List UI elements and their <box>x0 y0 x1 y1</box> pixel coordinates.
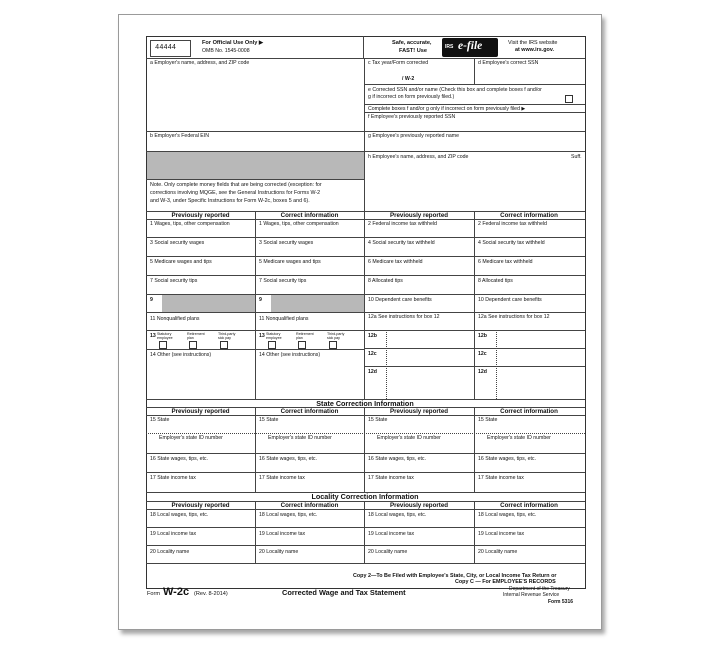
statutory-employee-label: Statutory employee <box>157 332 173 340</box>
third-party-sick-pay-checkbox[interactable] <box>220 341 228 349</box>
column-previously-reported: Previously reported <box>389 408 449 415</box>
rule <box>474 501 475 563</box>
box-1-label: 1 Wages, tips, other compensation <box>150 221 230 227</box>
box-d-label: d Employee's correct SSN <box>478 60 539 66</box>
rule <box>146 275 585 276</box>
box-18-label: 18 Local wages, tips, etc. <box>368 512 427 518</box>
box-9-shaded <box>271 295 364 312</box>
rule <box>474 58 475 84</box>
rule <box>146 472 585 473</box>
irs-efile-logo <box>442 38 498 57</box>
third-party-sick-pay-label: Third-party sick pay <box>327 332 345 340</box>
third-party-sick-pay-label: Third-party sick pay <box>218 332 236 340</box>
box-19-label: 19 Local income tax <box>368 531 415 537</box>
state-id-label: Employer's state ID number <box>487 435 551 441</box>
box-5-label: 5 Medicare wages and tips <box>150 259 212 265</box>
box-6-label: 6 Medicare tax withheld <box>478 259 533 265</box>
rule <box>255 211 256 399</box>
third-party-sick-pay-checkbox[interactable] <box>329 341 337 349</box>
box-12b-label: 12b <box>478 333 487 339</box>
box-4-label: 4 Social security tax withheld <box>478 240 545 246</box>
box-16-label: 16 State wages, tips, etc. <box>368 456 426 462</box>
box-1-label: 1 Wages, tips, other compensation <box>259 221 339 227</box>
visit-irs-text: Visit the IRS website <box>508 40 558 46</box>
box-16-label: 16 State wages, tips, etc. <box>259 456 317 462</box>
note-line-1: Note. Only complete money fields that are being corrected (exception: for <box>150 182 322 188</box>
state-id-label: Employer's state ID number <box>159 435 223 441</box>
box-18-label: 18 Local wages, tips, etc. <box>259 512 318 518</box>
box-19-label: 19 Local income tax <box>478 531 525 537</box>
box-11-label: 11 Nonqualified plans <box>150 316 200 322</box>
box-17-label: 17 State income tax <box>259 475 305 481</box>
box-h-label: h Employee's name, address, and ZIP code <box>368 154 469 160</box>
shaded-area <box>147 152 364 179</box>
box-a-label: a Employer's name, address, and ZIP code <box>150 60 250 66</box>
header-divider <box>363 36 364 58</box>
rule <box>364 407 365 492</box>
box-12c-label: 12c <box>478 351 487 357</box>
rule <box>146 330 585 331</box>
box-f-label: f Employee's previously reported SSN <box>368 114 456 120</box>
box-16-label: 16 State wages, tips, etc. <box>478 456 536 462</box>
column-correct-information: Correct information <box>280 408 339 415</box>
box-18-label: 18 Local wages, tips, etc. <box>150 512 209 518</box>
rule <box>146 219 585 220</box>
box-15-label: 15 State <box>368 417 388 423</box>
rule <box>146 415 585 416</box>
rule <box>255 501 256 563</box>
rule <box>364 211 365 399</box>
rule <box>146 237 585 238</box>
box-c-label: c Tax year/Form corrected <box>368 60 429 66</box>
box-8-label: 8 Allocated tips <box>478 278 513 284</box>
box-18-label: 18 Local wages, tips, etc. <box>478 512 537 518</box>
box-9-label: 9 <box>150 297 153 303</box>
column-previously-reported: Previously reported <box>171 212 230 219</box>
rule <box>364 112 585 113</box>
column-correct-information: Correct information <box>500 502 558 509</box>
rule <box>146 545 585 546</box>
box-20-label: 20 Locality name <box>150 549 190 555</box>
box-e-label-2: g if incorrect on form previously filed.) <box>368 94 455 100</box>
box-11-label: 11 Nonqualified plans <box>259 316 309 322</box>
box-13-label: 13 <box>259 333 265 339</box>
rule <box>364 104 585 105</box>
rule <box>146 433 585 434</box>
complete-boxes-note: Complete boxes f and/or g only if incorrect on form previously filed ▶ <box>368 106 526 112</box>
column-correct-information: Correct information <box>500 408 558 415</box>
box-10-label: 10 Dependent care benefits <box>478 297 542 303</box>
retirement-plan-checkbox[interactable] <box>298 341 306 349</box>
rule <box>146 131 585 132</box>
rule <box>364 84 585 85</box>
note-line-3: and W-3, under Specific Instructions for Form W-2c, boxes 5 and 6). <box>150 198 310 204</box>
rule <box>146 179 364 180</box>
corrected-ssn-checkbox[interactable] <box>565 95 573 103</box>
box-2-label: 2 Federal income tax withheld <box>478 221 547 227</box>
form-title: Corrected Wage and Tax Statement <box>282 588 406 597</box>
state-id-label: Employer's state ID number <box>268 435 332 441</box>
box-19-label: 19 Local income tax <box>259 531 306 537</box>
column-correct-information: Correct information <box>280 502 339 509</box>
box-9-label: 9 <box>259 297 262 303</box>
box-19-label: 19 Local income tax <box>150 531 197 537</box>
column-correct-information: Correct information <box>280 212 339 219</box>
rule <box>364 58 365 211</box>
rule <box>364 348 585 349</box>
form-revision: (Rev. 8-2014) <box>194 591 228 597</box>
rule <box>364 501 365 563</box>
rule <box>146 58 585 59</box>
box-15-label: 15 State <box>150 417 170 423</box>
box-17-label: 17 State income tax <box>478 475 524 481</box>
note-line-2: corrections involving MQGE, see the General Instructions for Forms W-2 <box>150 190 321 196</box>
box-13-label: 13 <box>150 333 156 339</box>
statutory-employee-checkbox[interactable] <box>159 341 167 349</box>
form-word: Form <box>147 591 161 597</box>
copy-2-text: Copy 2—To Be Filed with Employee's State, City, or Local Income Tax Return or <box>353 573 557 579</box>
box-h-suffix: Suff. <box>571 154 582 160</box>
box-b-label: b Employer's Federal EIN <box>150 133 209 139</box>
irs-logo-text: IRS <box>445 44 454 50</box>
box-15-label: 15 State <box>259 417 279 423</box>
irs-text: Internal Revenue Service <box>503 592 560 598</box>
box-3-label: 3 Social security wages <box>259 240 314 246</box>
state-section-title: State Correction Information <box>316 399 414 408</box>
official-use-label: For Official Use Only ▶ <box>202 40 264 46</box>
control-number: 44444 <box>155 44 177 52</box>
column-correct-information: Correct information <box>500 212 558 219</box>
box-20-label: 20 Locality name <box>259 549 299 555</box>
department-text: Department of the Treasury <box>509 586 570 592</box>
rule <box>146 312 585 313</box>
column-previously-reported: Previously reported <box>171 502 230 509</box>
rule <box>364 366 585 367</box>
box-12b-label: 12b <box>368 333 377 339</box>
column-previously-reported: Previously reported <box>171 408 230 415</box>
efile-logo-text: e-file <box>458 40 483 52</box>
safe-accurate-text: Safe, accurate, <box>392 40 432 46</box>
column-previously-reported: Previously reported <box>389 212 449 219</box>
box-5-label: 5 Medicare wages and tips <box>259 259 321 265</box>
box-16-label: 16 State wages, tips, etc. <box>150 456 208 462</box>
form-name: W-2c <box>163 586 190 598</box>
code-divider <box>496 330 497 399</box>
box-20-label: 20 Locality name <box>368 549 408 555</box>
rule <box>146 509 585 510</box>
rule <box>146 453 585 454</box>
fast-use-text: FAST! Use <box>399 48 427 54</box>
form-number: Form 5316 <box>548 599 574 605</box>
box-12c-label: 12c <box>368 351 377 357</box>
rule <box>255 407 256 492</box>
locality-section-title: Locality Correction Information <box>311 492 419 501</box>
retirement-plan-label: Retirement plan <box>296 332 314 340</box>
retirement-plan-checkbox[interactable] <box>189 341 197 349</box>
w2c-form-page <box>118 14 602 630</box>
box-20-label: 20 Locality name <box>478 549 518 555</box>
box-3-label: 3 Social security wages <box>150 240 205 246</box>
box-14-label: 14 Other (see instructions) <box>150 352 212 358</box>
irs-website-text: at www.irs.gov. <box>515 47 554 53</box>
code-divider <box>386 330 387 399</box>
box-15-label: 15 State <box>478 417 498 423</box>
box-12a-label: 12a See instructions for box 12 <box>368 314 440 320</box>
statutory-employee-checkbox[interactable] <box>268 341 276 349</box>
box-7-label: 7 Social security tips <box>259 278 307 284</box>
box-e-label-1: e Corrected SSN and/or name (Check this box and complete boxes f and/or <box>368 87 542 93</box>
rule <box>474 211 475 399</box>
box-c-form: / W-2 <box>402 76 415 82</box>
box-12a-label: 12a See instructions for box 12 <box>478 314 550 320</box>
box-7-label: 7 Social security tips <box>150 278 198 284</box>
box-14-label: 14 Other (see instructions) <box>259 352 321 358</box>
box-12d-label: 12d <box>478 369 487 375</box>
box-2-label: 2 Federal income tax withheld <box>368 221 437 227</box>
box-6-label: 6 Medicare tax withheld <box>368 259 423 265</box>
box-9-shaded <box>162 295 255 312</box>
omb-number: OMB No. 1545-0008 <box>202 48 250 54</box>
rule <box>146 256 585 257</box>
state-id-label: Employer's state ID number <box>377 435 441 441</box>
box-8-label: 8 Allocated tips <box>368 278 403 284</box>
copy-c-text: Copy C — For EMPLOYEE'S RECORDS <box>455 579 556 585</box>
box-10-label: 10 Dependent care benefits <box>368 297 432 303</box>
box-4-label: 4 Social security tax withheld <box>368 240 435 246</box>
retirement-plan-label: Retirement plan <box>187 332 205 340</box>
column-previously-reported: Previously reported <box>389 502 449 509</box>
statutory-employee-label: Statutory employee <box>266 332 282 340</box>
rule <box>146 563 585 564</box>
rule <box>146 349 364 350</box>
box-17-label: 17 State income tax <box>368 475 414 481</box>
box-12d-label: 12d <box>368 369 377 375</box>
rule <box>474 407 475 492</box>
box-g-label: g Employee's previously reported name <box>368 133 459 139</box>
box-17-label: 17 State income tax <box>150 475 196 481</box>
rule <box>146 527 585 528</box>
